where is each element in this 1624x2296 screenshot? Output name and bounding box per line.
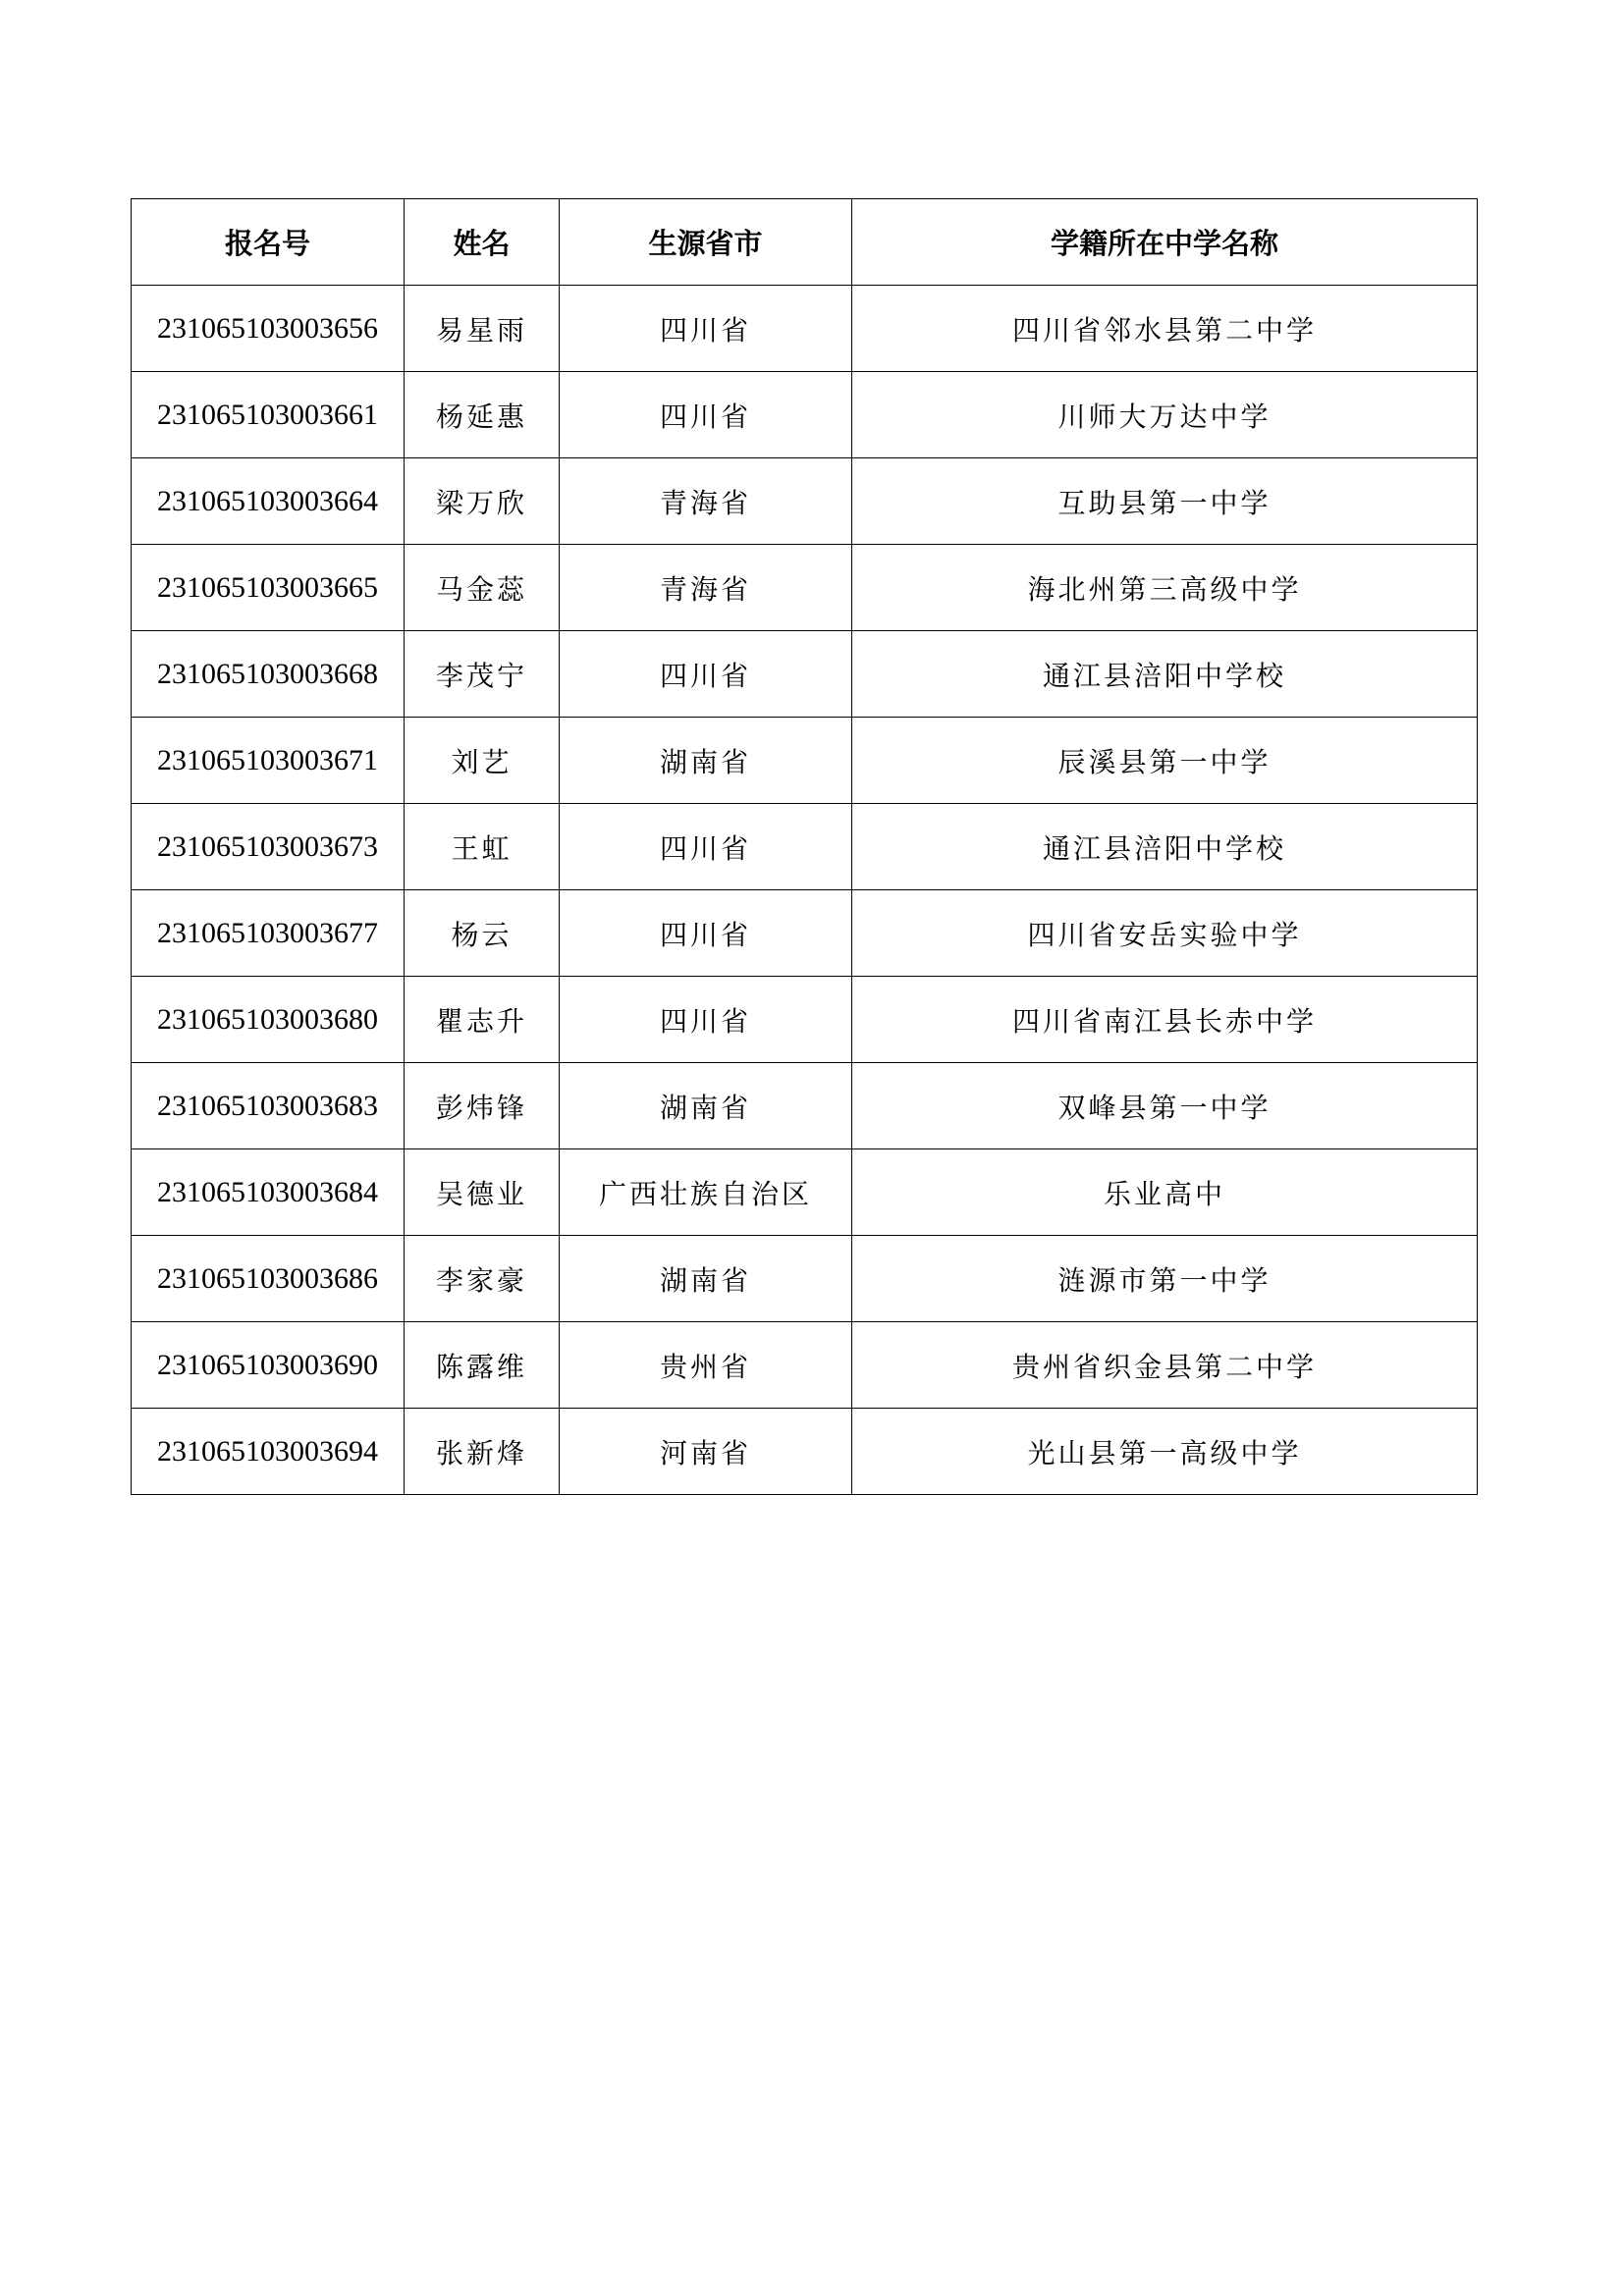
- cell-registration-number: 231065103003656: [132, 286, 405, 372]
- cell-province: 河南省: [560, 1409, 852, 1495]
- header-name: 姓名: [405, 199, 560, 286]
- cell-name: 瞿志升: [405, 977, 560, 1063]
- cell-name: 马金蕊: [405, 545, 560, 631]
- cell-school: 海北州第三高级中学: [852, 545, 1478, 631]
- header-school: 学籍所在中学名称: [852, 199, 1478, 286]
- cell-registration-number: 231065103003694: [132, 1409, 405, 1495]
- cell-province: 湖南省: [560, 1236, 852, 1322]
- header-registration-number: 报名号: [132, 199, 405, 286]
- cell-province: 四川省: [560, 890, 852, 977]
- cell-name: 李茂宁: [405, 631, 560, 718]
- cell-school: 川师大万达中学: [852, 372, 1478, 458]
- cell-name: 刘艺: [405, 718, 560, 804]
- table-row: [132, 545, 1478, 631]
- cell-school: 乐业高中: [852, 1149, 1478, 1236]
- cell-province: 湖南省: [560, 718, 852, 804]
- table-row: [132, 977, 1478, 1063]
- cell-province: 广西壮族自治区: [560, 1149, 852, 1236]
- cell-name: 李家豪: [405, 1236, 560, 1322]
- table-row: [132, 372, 1478, 458]
- cell-registration-number: 231065103003686: [132, 1236, 405, 1322]
- cell-province: 贵州省: [560, 1322, 852, 1409]
- cell-name: 王虹: [405, 804, 560, 890]
- cell-registration-number: 231065103003677: [132, 890, 405, 977]
- cell-name: 张新烽: [405, 1409, 560, 1495]
- cell-registration-number: 231065103003680: [132, 977, 405, 1063]
- table-row: [132, 1322, 1478, 1409]
- cell-school: 四川省安岳实验中学: [852, 890, 1478, 977]
- table-row: [132, 1149, 1478, 1236]
- cell-registration-number: 231065103003684: [132, 1149, 405, 1236]
- cell-province: 青海省: [560, 458, 852, 545]
- cell-registration-number: 231065103003683: [132, 1063, 405, 1149]
- cell-school: 四川省南江县长赤中学: [852, 977, 1478, 1063]
- cell-school: 涟源市第一中学: [852, 1236, 1478, 1322]
- cell-name: 彭炜锋: [405, 1063, 560, 1149]
- cell-province: 湖南省: [560, 1063, 852, 1149]
- table-row: [132, 890, 1478, 977]
- cell-name: 易星雨: [405, 286, 560, 372]
- cell-registration-number: 231065103003665: [132, 545, 405, 631]
- cell-province: 四川省: [560, 286, 852, 372]
- cell-province: 青海省: [560, 545, 852, 631]
- cell-registration-number: 231065103003671: [132, 718, 405, 804]
- cell-province: 四川省: [560, 804, 852, 890]
- cell-registration-number: 231065103003661: [132, 372, 405, 458]
- cell-name: 杨延惠: [405, 372, 560, 458]
- table-row: [132, 458, 1478, 545]
- cell-school: 贵州省织金县第二中学: [852, 1322, 1478, 1409]
- header-province: 生源省市: [560, 199, 852, 286]
- cell-school: 互助县第一中学: [852, 458, 1478, 545]
- cell-school: 通江县涪阳中学校: [852, 631, 1478, 718]
- cell-name: 杨云: [405, 890, 560, 977]
- cell-school: 通江县涪阳中学校: [852, 804, 1478, 890]
- cell-school: 四川省邻水县第二中学: [852, 286, 1478, 372]
- cell-school: 光山县第一高级中学: [852, 1409, 1478, 1495]
- cell-school: 双峰县第一中学: [852, 1063, 1478, 1149]
- table-row: [132, 286, 1478, 372]
- cell-province: 四川省: [560, 372, 852, 458]
- table-row: [132, 1409, 1478, 1495]
- cell-registration-number: 231065103003668: [132, 631, 405, 718]
- table-row: [132, 718, 1478, 804]
- cell-school: 辰溪县第一中学: [852, 718, 1478, 804]
- cell-province: 四川省: [560, 631, 852, 718]
- table-row: [132, 1236, 1478, 1322]
- cell-registration-number: 231065103003690: [132, 1322, 405, 1409]
- cell-province: 四川省: [560, 977, 852, 1063]
- table-row: [132, 1063, 1478, 1149]
- table-row: [132, 804, 1478, 890]
- cell-name: 陈露维: [405, 1322, 560, 1409]
- student-table: [131, 198, 1478, 1495]
- table-header-row: [132, 199, 1478, 286]
- cell-registration-number: 231065103003673: [132, 804, 405, 890]
- table-row: [132, 631, 1478, 718]
- cell-name: 吴德业: [405, 1149, 560, 1236]
- cell-registration-number: 231065103003664: [132, 458, 405, 545]
- cell-name: 梁万欣: [405, 458, 560, 545]
